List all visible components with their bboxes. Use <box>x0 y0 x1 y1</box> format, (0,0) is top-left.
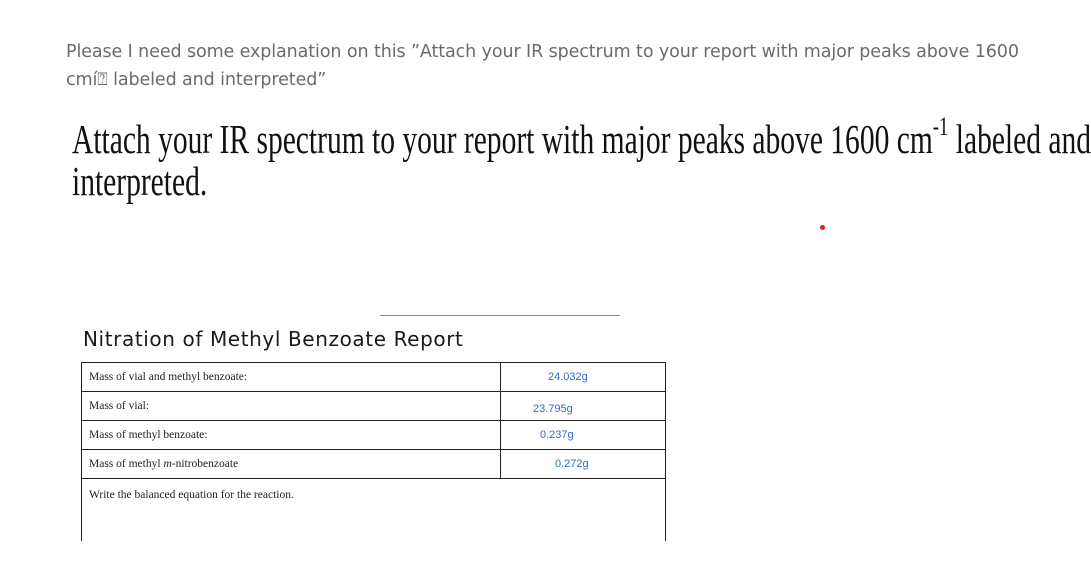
row-value <box>501 421 666 450</box>
row-label-italic: m <box>163 458 172 470</box>
row-label-suffix: -nitrobenzoate <box>171 458 239 470</box>
row-value-text: 24.032g <box>548 371 588 383</box>
question-text: Please I need some explanation on this ”Attach your IR spectrum to your report with major peaks above 1600 cmí⍰ labeled and interpreted” <box>66 42 1019 90</box>
row-label <box>82 450 501 479</box>
row-value-text: 23.795g <box>533 403 573 415</box>
row-value <box>501 392 666 421</box>
heading-line1-end: labeled and <box>948 116 1091 162</box>
equation-row <box>82 479 666 542</box>
row-value <box>501 363 666 392</box>
row-value-text: 0.237g <box>540 429 574 441</box>
heading-superscript: -1 <box>932 112 949 141</box>
row-value-text: 0.272g <box>555 458 589 470</box>
row-label-prefix: Mass of methyl <box>89 458 164 470</box>
row-label: Mass of vial and methyl benzoate: <box>82 363 501 392</box>
equation-prompt: Write the balanced equation for the reaction. <box>82 479 666 542</box>
table-row <box>82 450 666 479</box>
assignment-heading <box>72 112 1091 204</box>
table-row <box>82 421 666 450</box>
report-table <box>81 362 666 541</box>
row-value <box>501 450 666 479</box>
row-label: Mass of methyl benzoate: <box>82 421 501 450</box>
report-title: Nitration of Methyl Benzoate Report <box>83 327 464 351</box>
divider-line <box>380 315 620 316</box>
heading-line2: interpreted. <box>72 158 208 204</box>
red-dot-marker <box>820 225 825 230</box>
heading-line1-main: Attach your IR spectrum to your report with major peaks above 1600 cm <box>72 116 933 162</box>
table-row <box>82 392 666 421</box>
table-row <box>82 363 666 392</box>
row-label: Mass of vial: <box>82 392 501 421</box>
